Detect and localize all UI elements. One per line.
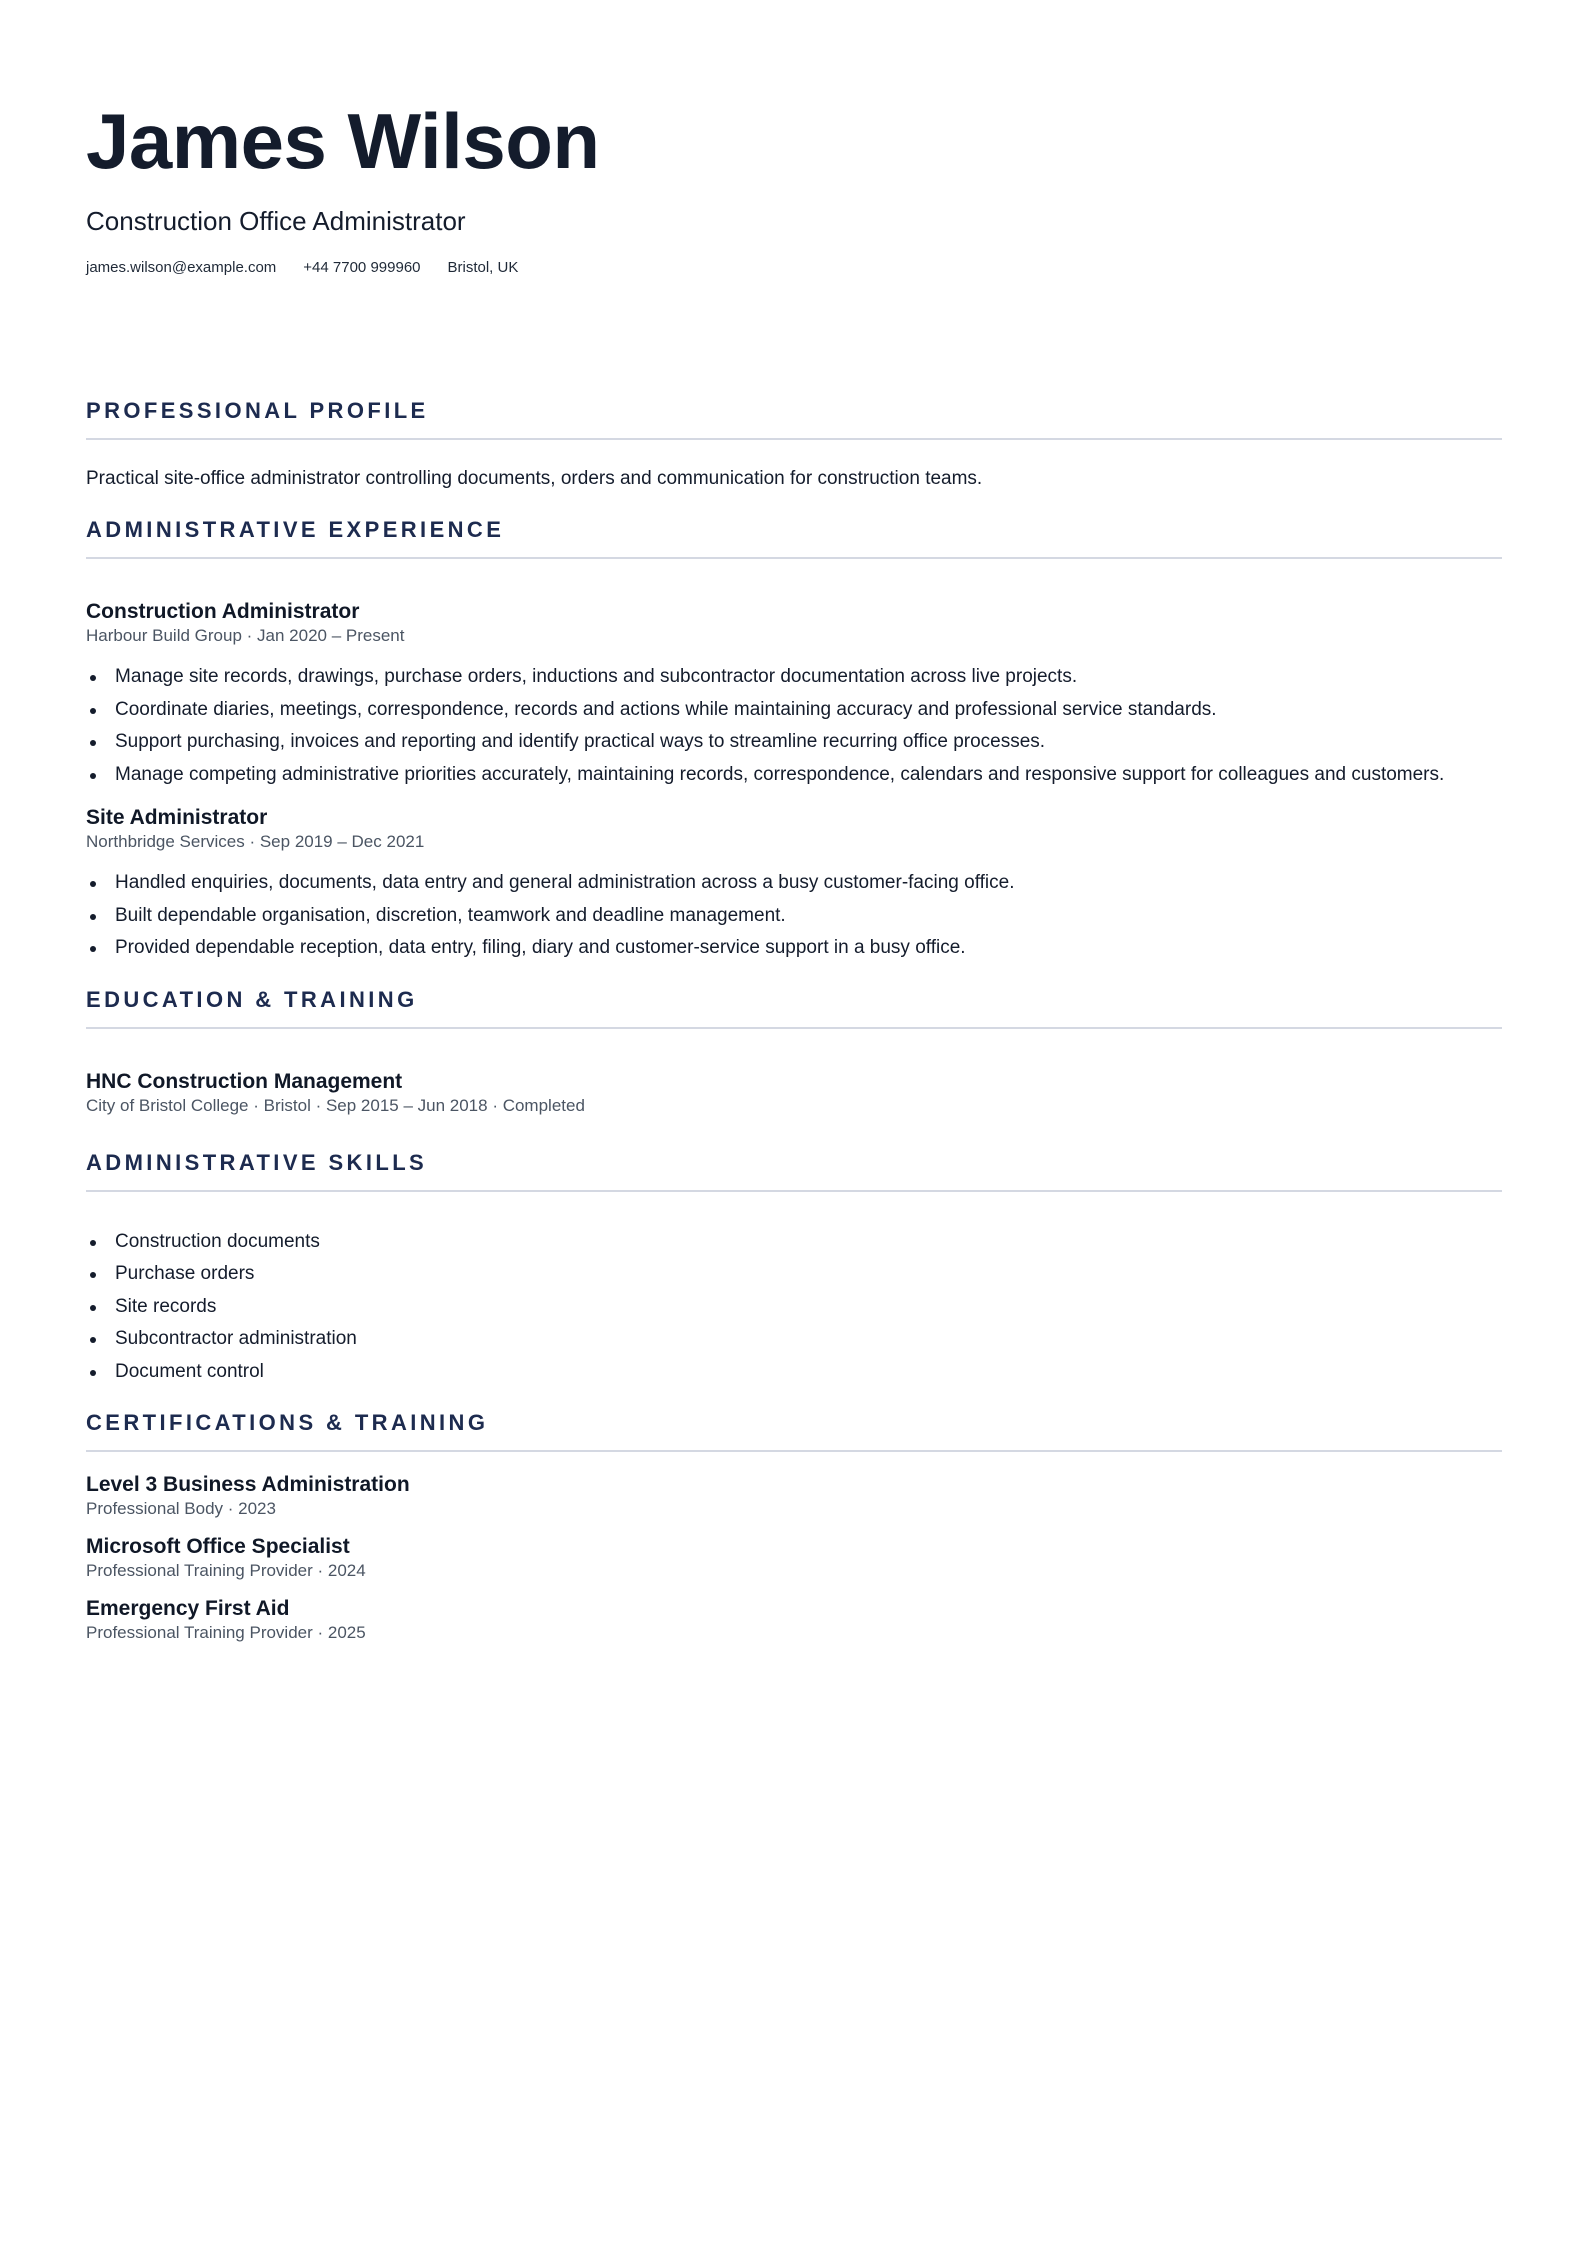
candidate-name: James Wilson (86, 97, 600, 185)
candidate-title: Construction Office Administrator (86, 206, 466, 236)
section-heading: EDUCATION & TRAINING (86, 985, 1502, 1029)
job-bullets (86, 867, 1502, 965)
certification-meta: Professional Body · 2023 (86, 1499, 276, 1518)
resume-header (86, 94, 1502, 278)
certifications-section (86, 1408, 1502, 1644)
certification-entry (86, 1472, 1502, 1520)
list-item: Document control (115, 1356, 1502, 1389)
certification-meta: Professional Training Provider · 2024 (86, 1561, 366, 1580)
list-item: Manage site records, drawings, purchase orders, inductions and subcontractor documentation across live projects. (115, 661, 1502, 694)
experience-section (86, 515, 1502, 965)
list-item: Support purchasing, invoices and reporting and identify practical ways to streamline recurring office processes. (115, 726, 1502, 759)
section-heading: CERTIFICATIONS & TRAINING (86, 1408, 1502, 1452)
certification-entry (86, 1596, 1502, 1644)
list-item: Subcontractor administration (115, 1323, 1502, 1356)
job-title: Construction Administrator (86, 600, 360, 623)
education-section (86, 985, 1502, 1117)
education-meta: City of Bristol College · Bristol · Sep 2015 – Jun 2018 · Completed (86, 1095, 585, 1115)
certification-title: Microsoft Office Specialist (86, 1535, 350, 1558)
section-heading: ADMINISTRATIVE EXPERIENCE (86, 515, 1502, 559)
profile-summary: Practical site-office administrator controlling documents, orders and communication for construction teams. (86, 468, 983, 489)
job-entry (86, 805, 1502, 965)
profile-section (86, 396, 1502, 492)
contact-email: james.wilson@example.com (86, 259, 277, 276)
list-item: Coordinate diaries, meetings, correspondence, records and actions while maintaining accuracy and professional service standards. (115, 694, 1502, 727)
list-item: Site records (115, 1291, 1502, 1324)
job-meta: Harbour Build Group · Jan 2020 – Present (86, 626, 405, 645)
list-item: Handled enquiries, documents, data entry and general administration across a busy customer-facing office. (115, 867, 1502, 900)
education-entry (86, 1069, 1502, 1117)
contact-phone: +44 7700 999960 (303, 259, 421, 276)
education-title: HNC Construction Management (86, 1069, 403, 1093)
list-item: Purchase orders (115, 1258, 1502, 1291)
skills-list (86, 1226, 1502, 1389)
contact-info (86, 258, 1502, 278)
certification-meta: Professional Training Provider · 2025 (86, 1623, 366, 1642)
skills-section (86, 1148, 1502, 1389)
certification-title: Emergency First Aid (86, 1597, 290, 1620)
section-heading: PROFESSIONAL PROFILE (86, 396, 1502, 440)
list-item: Manage competing administrative priorities accurately, maintaining records, correspondence, calendars and responsive support for colleagues and customers. (115, 759, 1502, 792)
section-heading: ADMINISTRATIVE SKILLS (86, 1148, 1502, 1192)
contact-location: Bristol, UK (447, 259, 519, 276)
list-item: Provided dependable reception, data entry, filing, diary and customer-service support in a busy office. (115, 932, 1502, 965)
certification-title: Level 3 Business Administration (86, 1473, 410, 1496)
list-item: Built dependable organisation, discretion, teamwork and deadline management. (115, 900, 1502, 933)
job-title: Site Administrator (86, 806, 268, 829)
job-bullets (86, 661, 1502, 791)
job-meta: Northbridge Services · Sep 2019 – Dec 2021 (86, 832, 425, 851)
job-entry (86, 599, 1502, 791)
certification-entry (86, 1534, 1502, 1582)
list-item: Construction documents (115, 1226, 1502, 1259)
